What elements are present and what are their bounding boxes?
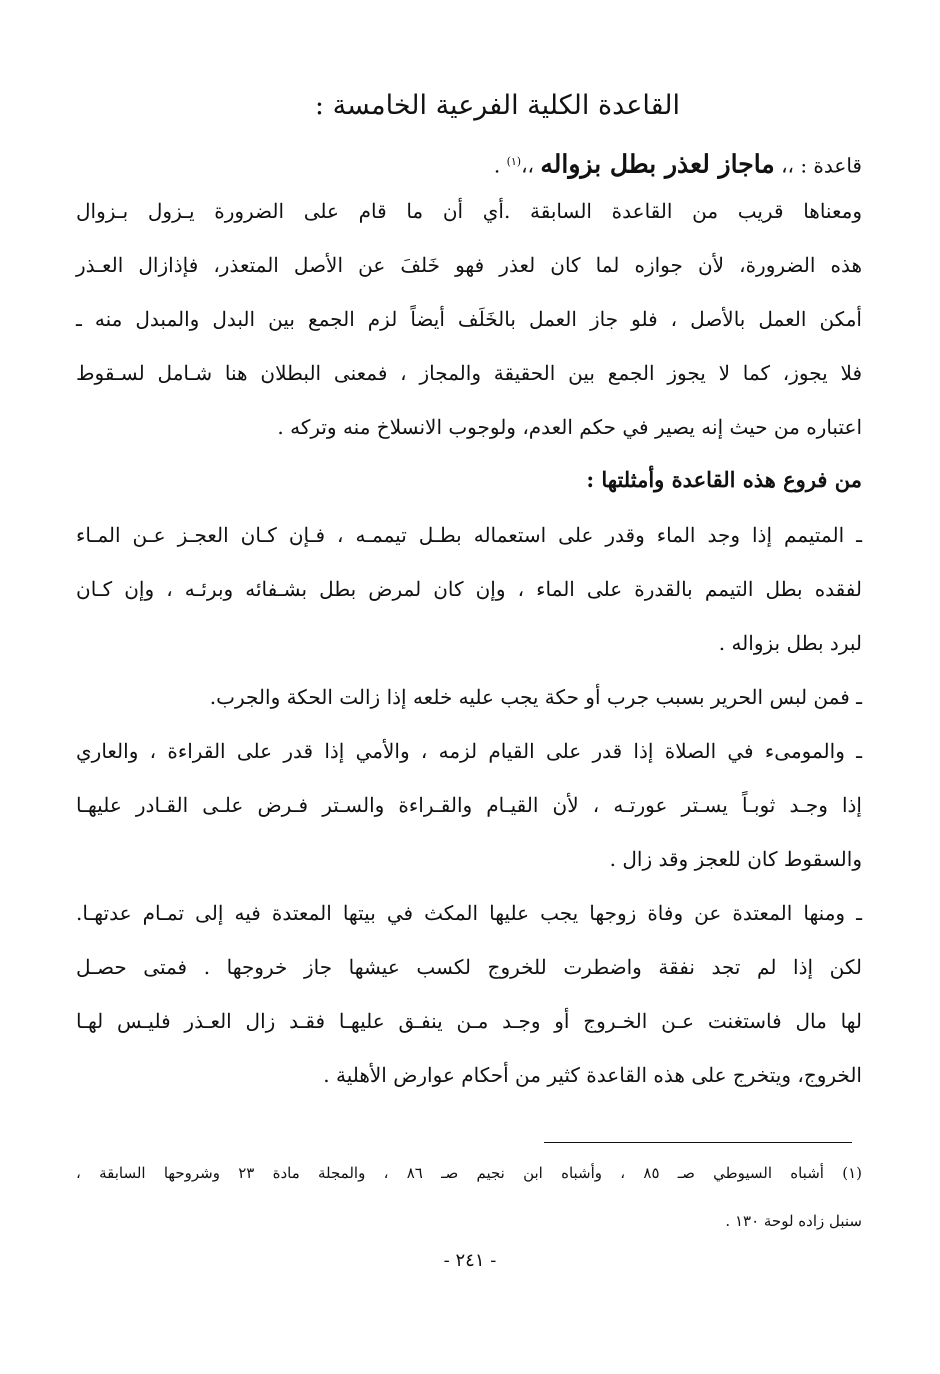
example-line: لفقده بطل التيمم بالقدرة على الماء ، وإن كان لمرض بطل بشـفائه وبرئـه ، وإن كـان <box>76 577 862 601</box>
paragraph-line: ومعناها قريب من القاعدة السابقة .أي أن ما قام على الضرورة يـزول بـزوال <box>76 199 862 223</box>
rule-statement <box>494 142 862 186</box>
example-line: الخروج، ويتخرج على هذه القاعدة كثير من أحكام عوارض الأهلية . <box>323 1063 862 1087</box>
rule-end: . <box>493 153 501 178</box>
footnote-separator <box>544 1142 852 1143</box>
paragraph-line: هذه الضرورة، لأن جوازه لما كان لعذر فهو خَلفَ عن الأصل المتعذر، فإذازال العـذر <box>76 253 862 277</box>
footnote-line: سنبل زاده لوحة ١٣٠ . <box>725 1212 862 1230</box>
chapter-heading: القاعدة الكلية الفرعية الخامسة : <box>314 90 680 121</box>
section-title: من فروع هذه القاعدة وأمثلتها : <box>586 467 862 492</box>
example-line: والسقوط كان للعجز وقد زال . <box>609 847 862 871</box>
rule-suffix: ،، <box>521 153 535 178</box>
footnote-line: (١) أشباه السيوطي صـ ٨٥ ، وأشباه ابن نجيم صـ ٨٦ ، والمجلة مادة ٢٣ وشروحها السابقة ، <box>76 1164 862 1182</box>
footnote-reference: (١) <box>506 155 522 168</box>
paragraph-line: أمكن العمل بالأصل ، فلو جاز العمل بالخَلَف أيضاً لزم الجمع بين البدل والمبدل منه ـ <box>76 307 862 331</box>
example-line: لكن إذا لم تجد نفقة واضطرت للخروج لكسب عيشها جاز خروجها . فمتى حصـل <box>76 955 862 979</box>
example-line: ـ والمومىء في الصلاة إذا قدر على القيام لزمه ، والأمي إذا قدر على القراءة ، والعاري <box>76 739 862 763</box>
example-line: لها مال فاستغنت عـن الخـروج أو وجـد مـن ينفـق عليهـا فقـد زال العـذر فليـس لهـا <box>76 1009 862 1033</box>
paragraph-line: فلا يجوز، كما لا يجوز الجمع بين الحقيقة والمجاز ، فمعنى البطلان هنا شـامل لسـقوط <box>76 361 863 385</box>
example-line: ـ المتيمم إذا وجد الماء وقدر على استعماله بطـل تيممـه ، فـإن كـان العجـز عـن المـاء <box>76 523 862 547</box>
example-line: ـ ومنها المعتدة عن وفاة زوجها يجب عليها المكث في بيتها المعتدة فيه إلى تمـام عدتهـا. <box>76 901 862 925</box>
rule-prefix: قاعدة : ،، <box>781 153 862 178</box>
example-line: إذا وجـد ثوبـاً يسـتر عورتـه ، لأن القيـام والقـراءة والسـتر فـرض علـى القـادر عليهـا <box>76 793 862 817</box>
page-number: - ٢٤١ - <box>443 1250 497 1271</box>
example-line: ـ فمن لبس الحرير بسبب جرب أو حكة يجب عليه خلعه إذا زالت الحكة والجرب. <box>209 685 862 709</box>
rule-text: ماجاز لعذر بطل بزواله <box>540 149 775 179</box>
example-line: لبرد بطل بزواله . <box>718 631 862 655</box>
paragraph-line: اعتباره من حيث إنه يصير في حكم العدم، ولوجوب الانسلاخ منه وتركه . <box>277 415 862 439</box>
